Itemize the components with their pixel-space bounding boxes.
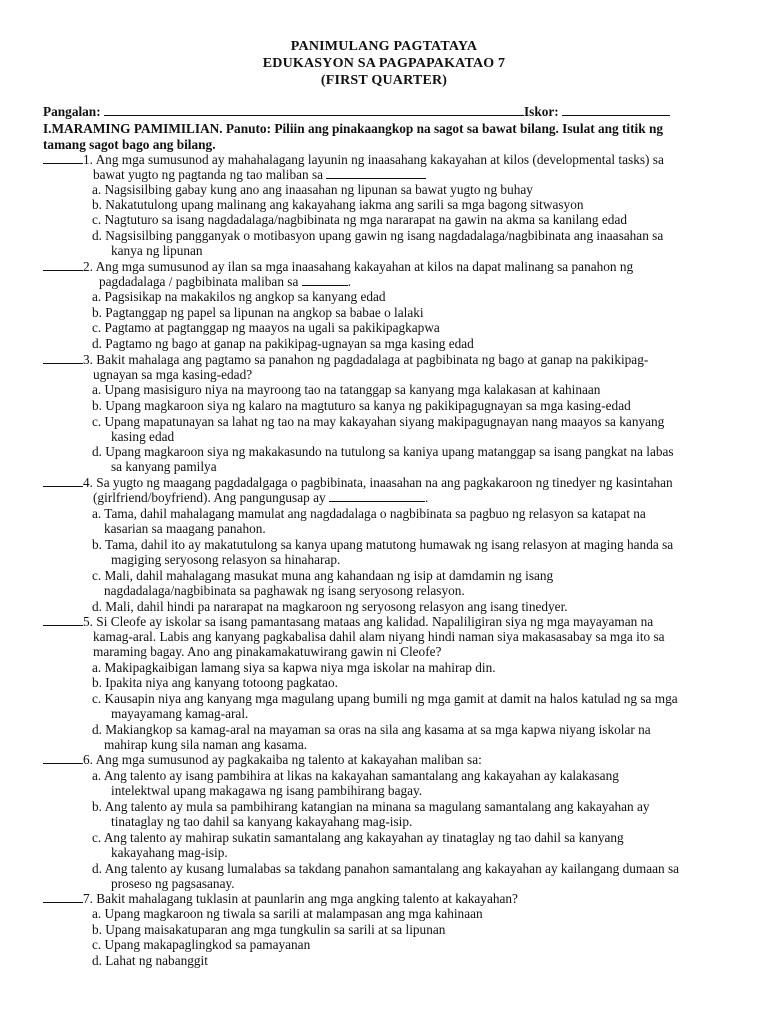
- q4-option-b: b. Tama, dahil ito ay makatutulong sa kanya upang matutong humawak ng isang relasyon at maging handa sa: [92, 537, 674, 552]
- worksheet-quarter: (FIRST QUARTER): [320, 73, 448, 88]
- q3-option-a: a. Upang masisiguro niya na mayroong tao na tatanggap sa kanyang mga kalakasan at kahinaan: [92, 382, 601, 397]
- answer-blank-q7[interactable]: [43, 891, 83, 903]
- q3-stem-cont: ugnayan sa mga kasing-edad?: [93, 367, 253, 382]
- q1-option-d-cont: kanya ng lipunan: [111, 243, 203, 258]
- q3-stem: [43, 352, 648, 367]
- q2-stem-cont: [99, 274, 351, 289]
- q6-option-c: c. Ang talento ay mahirap sukatin samantalang ang kakayahan ay tinataglay ng tao dahil sa kanyang: [92, 830, 624, 845]
- answer-blank-q2[interactable]: [43, 259, 83, 271]
- q5-option-c: c. Kausapin niya ang kanyang mga magulang upang bumili ng mga gamit at damit na halos katulad ng sa mga: [92, 691, 678, 706]
- q2-option-c: c. Pagtamo at pagtanggap ng maayos na ugali sa pakikipagkapwa: [92, 320, 440, 335]
- q5-option-b: b. Ipakita niya ang kanyang totoong pagkatao.: [92, 675, 338, 690]
- q4-option-c-cont: nagdadalaga/nagbibinata sa paghawak ng isang seryosong relasyon.: [104, 583, 465, 598]
- q1-stem-cont: [93, 167, 426, 182]
- q4-option-c: c. Mali, dahil mahalagang masukat muna ang kahandaan ng isip at damdamin ng isang: [92, 568, 554, 583]
- student-info-row: [43, 104, 670, 119]
- answer-blank-q6[interactable]: [43, 752, 83, 764]
- worksheet-subject: EDUKASYON SA PAGPAPAKATAO 7: [262, 56, 506, 71]
- score-label: Iskor:: [523, 104, 559, 119]
- q6-option-c-cont: kakayahang mag-isip.: [111, 845, 228, 860]
- q7-option-a: a. Upang magkaroon ng tiwala sa sarili at malampasan ang mga kahinaan: [92, 906, 483, 921]
- q4-option-b-cont: magiging seryosong relasyon sa hinaharap.: [111, 552, 341, 567]
- q7-option-d: d. Lahat ng nabanggit: [92, 953, 208, 968]
- q2-stem-end: .: [347, 274, 352, 289]
- q7-stem-text: 7. Bakit mahalagang tuklasin at paunlarin ang mga angking talento at kakayahan?: [83, 891, 518, 906]
- answer-blank-q1[interactable]: [43, 152, 83, 164]
- answer-blank-q4[interactable]: [43, 475, 83, 487]
- q1-stem-text-2: bawat yugto ng pagtanda ng tao maliban sa: [93, 167, 324, 182]
- q3-option-c: c. Upang mapatunayan sa lahat ng tao na may kakayahan siyang makipagugnayan nang maayos sa kanyang: [92, 414, 665, 429]
- q3-option-b: b. Upang magkaroon siya ng kalaro na magtuturo sa kanya ng pakikipagugnayan sa mga kasing-edad: [92, 398, 631, 413]
- q4-inline-blank: [329, 490, 425, 502]
- answer-blank-q3[interactable]: [43, 352, 83, 364]
- q5-option-a: a. Makipagkaibigan lamang siya sa kapwa niya mga iskolar na mahirap din.: [92, 660, 496, 675]
- q6-stem-text: 6. Ang mga sumusunod ay pagkakaiba ng talento at kakayahan maliban sa:: [83, 752, 482, 767]
- q1-option-b: b. Nakatutulong upang malinang ang kakayahang iakma ang sarili sa mga bagong sitwasyon: [92, 197, 584, 212]
- q6-option-b: b. Ang talento ay mula sa pambihirang katangian na minana sa magulang samantalang ang kakayahan ay: [92, 799, 650, 814]
- q3-stem-text: 3. Bakit mahalaga ang pagtamo sa panahon ng pagdadalaga at pagbibinata ng bago at ganap na pakikipag-: [83, 352, 649, 367]
- q4-stem-text-2: (girlfriend/boyfriend). Ang pangungusap ay: [93, 490, 326, 505]
- q3-option-c-cont: kasing edad: [111, 429, 175, 444]
- q4-stem-end: .: [424, 490, 429, 505]
- q4-option-a-cont: kasarian sa maagang panahon.: [104, 521, 266, 536]
- q5-option-d-cont: mahirap kung sila naman ang kasama.: [104, 737, 308, 752]
- instructions-line-1: I.MARAMING PAMIMILIAN. Panuto: Piliin ang pinakaangkop na sagot sa bawat bilang. Isulat ang titik ng: [43, 121, 664, 136]
- q4-option-d: d. Mali, dahil hindi pa nararapat na magkaroon ng seryosong relasyon ang isang tinedyer.: [92, 599, 568, 614]
- q6-option-a-cont: intelektwal upang makagawa ng isang pambihirang bagay.: [111, 783, 423, 798]
- answer-blank-q5[interactable]: [43, 614, 83, 626]
- q4-option-a: a. Tama, dahil mahalagang mamulat ang nagdadalaga o nagbibinata sa pagbuo ng relasyon sa katapat na: [92, 506, 646, 521]
- q1-option-c: c. Nagtuturo sa isang nagdadalaga/nagbibinata ng mga nararapat na gawin na akma sa kanilang edad: [92, 212, 627, 227]
- q3-option-d: d. Upang magkaroon siya ng makakasundo na tutulong sa kaniya upang matanggap sa isang pangkat na labas: [92, 444, 674, 459]
- name-field[interactable]: [104, 104, 524, 116]
- worksheet-title: PANIMULANG PAGTATAYA: [290, 39, 478, 54]
- q5-stem-text: 5. Si Cleofe ay iskolar sa isang pamantasang mataas ang kalidad. Napaliligiran siya ng mga mayayaman na: [83, 614, 654, 629]
- q2-option-b: b. Pagtanggap ng papel sa lipunan na angkop sa babae o lalaki: [92, 305, 424, 320]
- q7-option-b: b. Upang maisakatuparan ang mga tungkulin sa sarili at sa lipunan: [92, 922, 446, 937]
- q6-option-d-cont: proseso ng pagsasanay.: [111, 876, 235, 891]
- q7-stem: [43, 891, 518, 906]
- q1-option-d: d. Nagsisilbing pangganyak o motibasyon upang gawin ng isang nagdadalaga/nagbibinata ang inaasahan sa: [92, 228, 664, 243]
- q5-option-c-cont: mayayamang kamag-aral.: [111, 706, 249, 721]
- q7-option-c: c. Upang makapaglingkod sa pamayanan: [92, 937, 311, 952]
- instructions-line-2: tamang sagot bago ang bilang.: [43, 137, 216, 152]
- q5-option-d: d. Makiangkop sa kamag-aral na mayaman sa oras na sila ang kasama at sa mga kapwa niyang iskolar na: [92, 722, 651, 737]
- q1-stem: [43, 152, 664, 167]
- score-field[interactable]: [562, 104, 670, 116]
- q6-option-b-cont: tinataglay ng tao dahil sa kanyang kakayahang mag-isip.: [111, 814, 413, 829]
- q6-stem: [43, 752, 482, 767]
- q2-stem-text-2: pagdadalaga / pagbibinata maliban sa: [99, 274, 299, 289]
- q5-stem: [43, 614, 653, 629]
- q2-option-a: a. Pagsisikap na makakilos ng angkop sa kanyang edad: [92, 289, 386, 304]
- q2-stem: [43, 259, 633, 274]
- q6-option-a: a. Ang talento ay isang pambihira at likas na kakayahan samantalang ang kakayahan ay kalakasang: [92, 768, 619, 783]
- q4-stem-text: 4. Sa yugto ng maagang pagdadalgaga o pagbibinata, inaasahan na ang pagkakaroon ng tinedyer ng kasintahan: [83, 475, 673, 490]
- q6-option-d: d. Ang talento ay kusang lumalabas sa takdang panahon samantalang ang kakayahan ay kailangang dumaan sa: [92, 861, 680, 876]
- q2-stem-text: 2. Ang mga sumusunod ay ilan sa mga inaasahang kakayahan at kilos na dapat malinang sa panahon ng: [83, 259, 634, 274]
- q1-inline-blank: [326, 167, 426, 179]
- q2-inline-blank: [302, 274, 348, 286]
- q5-stem-cont: kamag-aral. Labis ang kanyang pagkabalisa dahil alam niyang hindi naman siya makasasabay sa mga ito sa: [93, 629, 665, 644]
- name-label: Pangalan:: [43, 104, 101, 119]
- q4-stem: [43, 475, 673, 490]
- q4-stem-cont: [93, 490, 428, 505]
- q2-option-d: d. Pagtamo ng bago at ganap na pakikipag-ugnayan sa mga kasing edad: [92, 336, 474, 351]
- q5-stem-cont-2: maraming bagay. Ano ang pinakamakatuwirang gawin ni Cleofe?: [93, 644, 442, 659]
- q1-stem-text: 1. Ang mga sumusunod ay mahahalagang layunin ng inaasahang kakayahan at kilos (developmental tasks) sa: [83, 152, 664, 167]
- q3-option-d-cont: sa kanyang pamilya: [111, 459, 217, 474]
- q1-option-a: a. Nagsisilbing gabay kung ano ang inaasahan ng lipunan sa bawat yugto ng buhay: [92, 182, 533, 197]
